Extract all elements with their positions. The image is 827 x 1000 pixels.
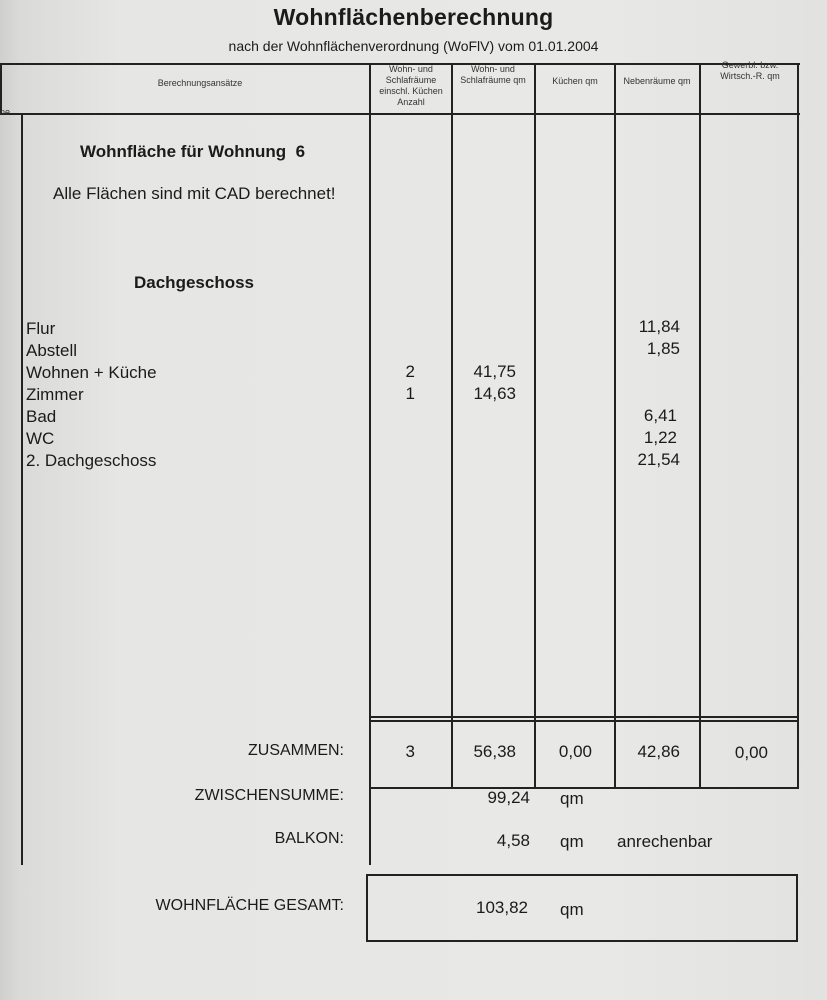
room-name: Wohnen + Küche bbox=[26, 363, 157, 382]
ancillary-value: 21,54 bbox=[637, 450, 680, 469]
balcony-value: 4,58 bbox=[496, 831, 530, 850]
col-header-rooms-sqm: Wohn- und Schlafräume qm bbox=[460, 64, 526, 85]
total-commercial-area: 0,00 bbox=[734, 743, 768, 762]
col-divider-6 bbox=[797, 63, 799, 788]
col-header-rooms-count: Wohn- und Schlafräume einschl. Küchen Anzahl bbox=[379, 64, 443, 107]
apartment-heading: Wohnfläche für Wohnung 6 bbox=[80, 142, 306, 161]
left-stub-border bbox=[0, 63, 2, 113]
room-name: WC bbox=[26, 429, 55, 448]
total-label: WOHNFLÄCHE GESAMT: bbox=[155, 897, 344, 914]
cad-note: Alle Flächen sind mit CAD berechnet! bbox=[53, 184, 336, 203]
room-count: 2 bbox=[405, 362, 415, 381]
totals-rule-top bbox=[369, 716, 799, 718]
living-area-value: 41,75 bbox=[473, 362, 516, 381]
subtotal-value: 99,24 bbox=[487, 788, 530, 807]
left-border bbox=[21, 113, 23, 865]
total-unit: qm bbox=[560, 900, 584, 919]
totals-rule-bottom bbox=[369, 720, 799, 722]
balcony-unit: qm bbox=[560, 832, 584, 851]
room-name: Zimmer bbox=[26, 385, 84, 404]
room-name: 2. Dachgeschoss bbox=[26, 451, 157, 470]
col-divider-2 bbox=[451, 63, 453, 788]
left-stub-label: ne bbox=[0, 107, 11, 117]
totals-label: ZUSAMMEN: bbox=[248, 742, 344, 759]
col-divider-3 bbox=[534, 63, 536, 788]
room-count: 1 bbox=[405, 384, 415, 403]
balcony-label: BALKON: bbox=[274, 830, 344, 847]
total-living-area: 56,38 bbox=[473, 742, 516, 761]
total-room-count: 3 bbox=[405, 742, 415, 761]
col-header-ancillary: Nebenräume qm bbox=[623, 76, 691, 86]
ancillary-value: 6,41 bbox=[643, 406, 677, 425]
floor-heading: Dachgeschoss bbox=[134, 273, 254, 292]
total-ancillary-area: 42,86 bbox=[637, 742, 680, 761]
room-name: Bad bbox=[26, 407, 57, 426]
ancillary-value: 11,84 bbox=[638, 317, 680, 336]
room-name: Abstell bbox=[26, 341, 78, 360]
col-header-kitchen: Küchen qm bbox=[552, 76, 598, 86]
total-value: 103,82 bbox=[476, 898, 528, 917]
total-kitchen-area: 0,00 bbox=[558, 742, 592, 761]
ancillary-value: 1,22 bbox=[643, 428, 677, 447]
room-name: Flur bbox=[26, 319, 56, 338]
header-bottom-rule bbox=[0, 113, 800, 115]
balcony-note: anrechenbar bbox=[617, 832, 713, 851]
col-header-calc: Berechnungsansätze bbox=[157, 78, 243, 88]
subtotal-label: ZWISCHENSUMME: bbox=[194, 787, 344, 804]
col-divider-5 bbox=[699, 63, 701, 788]
col-header-commercial: Gewerbl. bzw. Wirtsch.-R. qm bbox=[720, 60, 780, 81]
living-area-value: 14,63 bbox=[473, 384, 516, 403]
ancillary-value: 1,85 bbox=[646, 339, 680, 358]
subtotal-unit: qm bbox=[560, 789, 584, 808]
totals-row-bottom-rule bbox=[369, 787, 799, 789]
document-subtitle: nach der Wohnflächenverordnung (WoFlV) vom 01.01.2004 bbox=[228, 38, 599, 54]
document-title: Wohnflächenberechnung bbox=[273, 4, 554, 30]
